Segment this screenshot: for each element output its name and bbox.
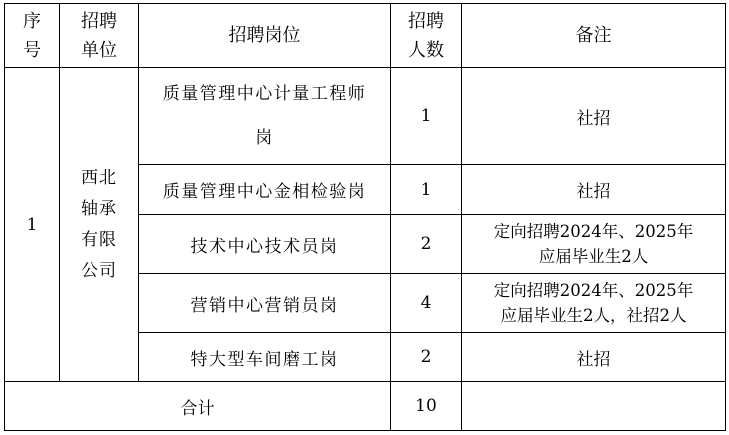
post-cell: 技术中心技术员岗 xyxy=(139,215,391,274)
note-cell xyxy=(462,274,726,333)
header-count xyxy=(391,4,462,68)
note-cell: 社招 xyxy=(462,68,726,165)
count-cell: 1 xyxy=(391,165,462,215)
note-line-2: 应届毕业生2人 xyxy=(538,247,649,266)
unit-cell xyxy=(60,68,139,382)
post-cell: 特大型车间磨工岗 xyxy=(139,333,391,382)
unit-line-4: 公司 xyxy=(81,260,117,281)
unit-line-3: 有限 xyxy=(81,229,117,250)
header-unit xyxy=(60,4,139,68)
count-cell: 1 xyxy=(391,68,462,165)
note-cell: 社招 xyxy=(462,165,726,215)
header-seq-line-1: 序 xyxy=(23,10,41,32)
note-line-1: 定向招聘2024年、2025年 xyxy=(493,222,694,241)
count-cell: 2 xyxy=(391,333,462,382)
note-line-1: 定向招聘2024年、2025年 xyxy=(493,281,694,300)
header-unit-line-1: 招聘 xyxy=(81,10,117,32)
header-note: 备注 xyxy=(462,4,726,68)
note-cell xyxy=(462,215,726,274)
header-row xyxy=(5,4,726,68)
header-seq xyxy=(5,4,60,68)
post-line-2: 岗 xyxy=(255,128,274,148)
post-cell: 质量管理中心金相检验岗 xyxy=(139,165,391,215)
unit-line-2: 轴承 xyxy=(81,198,117,219)
post-cell xyxy=(139,68,391,165)
post-cell: 营销中心营销员岗 xyxy=(139,274,391,333)
table-row xyxy=(5,68,726,165)
post-line-1: 质量管理中心计量工程师 xyxy=(162,84,367,104)
note-cell: 社招 xyxy=(462,333,726,382)
seq-cell: 1 xyxy=(5,68,60,382)
header-seq-line-2: 号 xyxy=(23,39,41,61)
total-label: 合计 xyxy=(5,382,391,431)
note-line-2: 应届毕业生2人，社招2人 xyxy=(500,306,687,325)
header-count-line-2: 人数 xyxy=(408,39,444,61)
header-unit-line-2: 单位 xyxy=(81,39,117,61)
total-count: 10 xyxy=(391,382,462,431)
unit-line-1: 西北 xyxy=(81,167,117,188)
total-row xyxy=(5,382,726,431)
header-count-line-1: 招聘 xyxy=(408,10,444,32)
count-cell: 4 xyxy=(391,274,462,333)
recruitment-table xyxy=(4,3,726,431)
header-post: 招聘岗位 xyxy=(139,4,391,68)
count-cell: 2 xyxy=(391,215,462,274)
total-note xyxy=(462,382,726,431)
